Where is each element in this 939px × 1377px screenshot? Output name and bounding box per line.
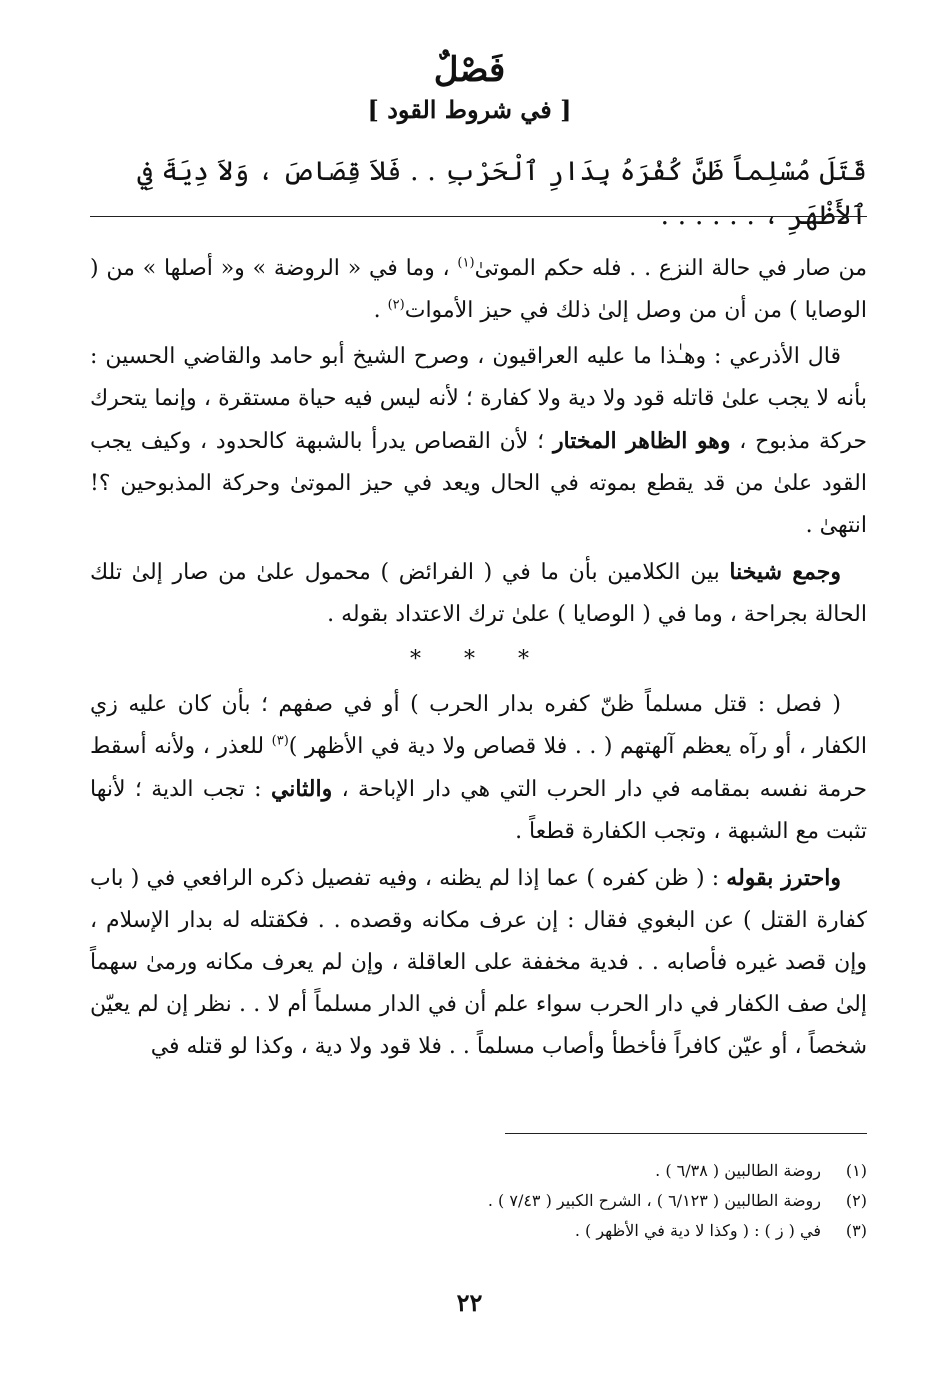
text-run: قال الأذرعي : وهـٰذا ما عليه العراقيون ، وصرح الشيخ أبو حامد والقاضي الحسين : بأنه لا يجب علىٰ قاتله قود ولا دية ولا كفارة ؛ لأنه ليس فيه حياة مستقرة ، وإنما يتحرك حركة مذبوح ، bbox=[90, 344, 867, 454]
paragraph bbox=[90, 336, 867, 547]
bold-phrase: واحترز بقوله bbox=[726, 865, 841, 891]
matn-divider bbox=[90, 216, 867, 217]
text-run: من صار في حالة النزع . . فله حكم الموتىٰ bbox=[474, 256, 868, 281]
footnote bbox=[90, 1186, 867, 1216]
commentary-body bbox=[90, 248, 867, 1072]
bold-phrase: وجمع شيخنا bbox=[729, 559, 841, 585]
section-header bbox=[0, 50, 939, 126]
section-separator: * * * bbox=[410, 647, 547, 672]
section-subtitle: [ في شروط القود ] bbox=[367, 95, 572, 124]
footnote-number: (٢) bbox=[845, 1191, 867, 1210]
matn-text: قَتَلَ مُسْلِماً ظَنَّ كُفْرَهُ بِدَارِ ٱلْحَرْبِ . . فَلاَ قِصَاصَ ، وَلاَ دِيَةَ فِي ٱلأَظْهَرِ ، . . . . . . bbox=[137, 156, 867, 231]
footnote-text: روضة الطالبين ( ٦/٣٨ ) . bbox=[655, 1161, 821, 1180]
footnote-number: (٣) bbox=[845, 1221, 867, 1240]
footnote bbox=[90, 1156, 867, 1186]
paragraph bbox=[90, 857, 867, 1068]
text-run: بين الكلامين بأن ما في ( الفرائض ) محمول علىٰ من صار إلىٰ تلك الحالة بجراحة ، وما في ( الوصايا ) علىٰ ترك الاعتداد بقوله . bbox=[90, 560, 867, 627]
footnote-ref[interactable]: (٢) bbox=[387, 297, 405, 313]
footnotes bbox=[90, 1156, 867, 1246]
paragraph bbox=[90, 551, 867, 636]
footnote-ref[interactable]: (٣) bbox=[271, 733, 289, 749]
text-run: ؛ لأن القصاص يدرأ بالشبهة كالحدود ، وكيف يجب القود علىٰ من قد يقطع بموته في الحال ويعد في حيز الموتىٰ وحركة المذبوحين ؟! انتهىٰ . bbox=[90, 429, 867, 538]
text-run: للعذر ، ولأنه أسقط حرمة نفسه بمقامه في دار الحرب التي هي دار الإباحة ، bbox=[90, 734, 867, 802]
text-run: : تجب الدية ؛ لأنها تثبت مع الشبهة ، وتجب الكفارة قطعاً . bbox=[90, 777, 867, 844]
text-run: ( فصل : قتل مسلماً ظنّ كفره بدار الحرب ) أو في صفهم ؛ بأن كان عليه زي الكفار ، أو رآه يعظم آلهتهم ( . . فلا قصاص ولا دية في الأظهر ) bbox=[90, 692, 867, 759]
text-run: . bbox=[373, 298, 388, 323]
footnote-text: في ( ز ) : ( وكذا لا دية في الأظهر ) . bbox=[574, 1221, 821, 1240]
footnote bbox=[90, 1216, 867, 1246]
footnote-ref[interactable]: (١) bbox=[457, 255, 475, 271]
text-run: : ( ظن كفره ) عما إذا لم يظنه ، وفيه تفصيل ذكره الرافعي في ( باب كفارة القتل ) عن البغوي فقال : إن عرف مكانه وقصده . . فكقتله له بدار الإسلام ، وإن قصد غيره فأصابه . . فدية مخففة على العاقلة ، وإن لم يعرف مكانه ورمىٰ سهماً إلىٰ صف الكفار في دار الحرب سواء علم أن في الدار مسلماً أم لا . . نظر إن لم يعيّن شخصاً ، أو عيّن كافراً فأخطأ وأصاب مسلماً . . فلا قود ولا دية ، وكذا لو قتله في bbox=[90, 866, 867, 1059]
footnote-text: روضة الطالبين ( ٦/١٢٣ ) ، الشرح الكبير ( ٧/٤٣ ) . bbox=[487, 1191, 821, 1210]
section-title: فَصْلٌ bbox=[433, 50, 506, 90]
paragraph bbox=[90, 684, 867, 853]
bold-phrase: وهو الظاهر المختار bbox=[552, 428, 731, 454]
paragraph bbox=[90, 248, 867, 332]
page-number: ٢٢ bbox=[456, 1288, 483, 1317]
footnote-divider bbox=[505, 1133, 867, 1134]
bold-phrase: والثاني bbox=[270, 776, 333, 802]
footnote-number: (١) bbox=[845, 1161, 867, 1180]
text-run: ، وما في « الروضة » و« أصلها » من ( الوصايا ) من أن من وصل إلىٰ ذلك في حيز الأموات bbox=[90, 256, 867, 323]
